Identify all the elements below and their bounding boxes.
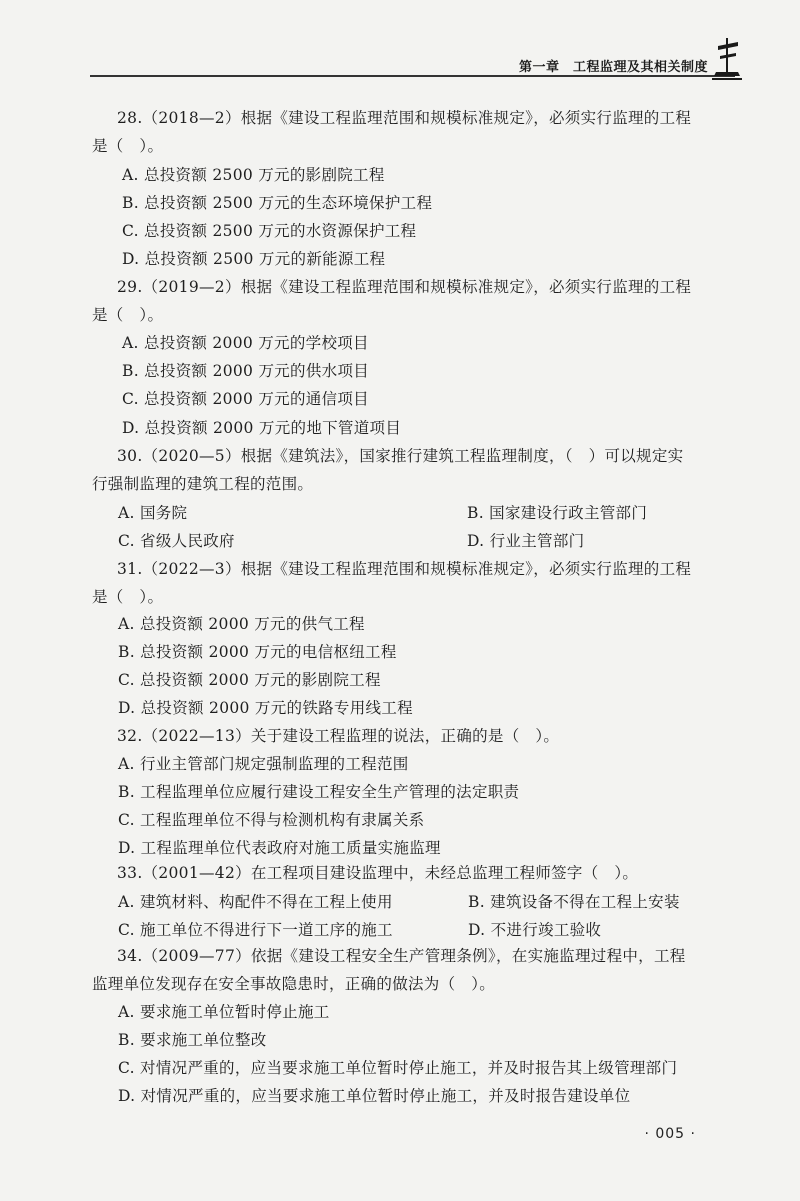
q30-option-c: C. 省级人民政府 [118,532,235,550]
q28-stem-line1: 28.（2018—2）根据《建设工程监理范围和规模标准规定》，必须实行监理的工程 [117,109,692,127]
q28-option-d: D. 总投资额 2500 万元的新能源工程 [122,250,386,268]
q31-option-a: A. 总投资额 2000 万元的供气工程 [118,615,365,633]
q33-stem-line1: 33.（2001—42）在工程项目建设监理中，未经总监理工程师签字（ ）。 [117,864,639,882]
q31-option-c: C. 总投资额 2000 万元的影剧院工程 [118,671,381,689]
q34-stem-line1: 34.（2009—77）依据《建设工程安全生产管理条例》，在实施监理过程中，工程 [117,947,686,965]
q29-stem-line1: 29.（2019—2）根据《建设工程监理范围和规模标准规定》，必须实行监理的工程 [117,278,692,296]
signpost-icon [712,36,742,80]
page-number: · 005 · [644,1126,696,1142]
q32-option-a: A. 行业主管部门规定强制监理的工程范围 [118,755,409,773]
q33-option-b: B. 建筑设备不得在工程上安装 [468,893,680,911]
q34-option-c: C. 对情况严重的，应当要求施工单位暂时停止施工，并及时报告其上级管理部门 [118,1059,678,1077]
q29-option-a: A. 总投资额 2000 万元的学校项目 [122,334,369,352]
q29-option-c: C. 总投资额 2000 万元的通信项目 [122,390,369,408]
page-header [0,0,800,80]
q33-option-d: D. 不进行竣工验收 [468,921,602,939]
q31-stem-line2: 是（ ）。 [92,588,164,606]
q29-stem-line2: 是（ ）。 [92,306,164,324]
chapter-title: 第一章 工程监理及其相关制度 [518,60,708,75]
q28-option-a: A. 总投资额 2500 万元的影剧院工程 [122,166,385,184]
q32-option-c: C. 工程监理单位不得与检测机构有隶属关系 [118,811,425,829]
q31-option-d: D. 总投资额 2000 万元的铁路专用线工程 [118,699,413,717]
q31-stem-line1: 31.（2022—3）根据《建设工程监理范围和规模标准规定》，必须实行监理的工程 [117,560,692,578]
q31-option-b: B. 总投资额 2000 万元的电信枢纽工程 [118,643,397,661]
q28-option-b: B. 总投资额 2500 万元的生态环境保护工程 [122,194,433,212]
q32-option-d: D. 工程监理单位代表政府对施工质量实施监理 [118,839,441,857]
header-rule [90,75,735,77]
q30-option-a: A. 国务院 [118,504,188,522]
q34-option-a: A. 要求施工单位暂时停止施工 [118,1003,330,1021]
q32-stem-line1: 32.（2022—13）关于建设工程监理的说法，正确的是（ ）。 [117,727,560,745]
q34-stem-line2: 监理单位发现存在安全事故隐患时，正确的做法为（ ）。 [92,975,496,993]
q30-stem-line2: 行强制监理的建筑工程的范围。 [92,475,314,493]
q34-option-b: B. 要求施工单位整改 [118,1031,267,1049]
q30-option-d: D. 行业主管部门 [467,532,585,550]
q28-option-c: C. 总投资额 2500 万元的水资源保护工程 [122,222,417,240]
q33-option-a: A. 建筑材料、构配件不得在工程上使用 [118,893,393,911]
q33-option-c: C. 施工单位不得进行下一道工序的施工 [118,921,393,939]
q29-option-d: D. 总投资额 2000 万元的地下管道项目 [122,419,402,437]
q30-option-b: B. 国家建设行政主管部门 [467,504,648,522]
q34-option-d: D. 对情况严重的，应当要求施工单位暂时停止施工，并及时报告建设单位 [118,1087,631,1105]
q29-option-b: B. 总投资额 2000 万元的供水项目 [122,362,370,380]
q30-stem-line1: 30.（2020—5）根据《建筑法》，国家推行建筑工程监理制度，（ ）可以规定实 [117,447,684,465]
q28-stem-line2: 是（ ）。 [92,137,164,155]
q32-option-b: B. 工程监理单位应履行建设工程安全生产管理的法定职责 [118,783,520,801]
